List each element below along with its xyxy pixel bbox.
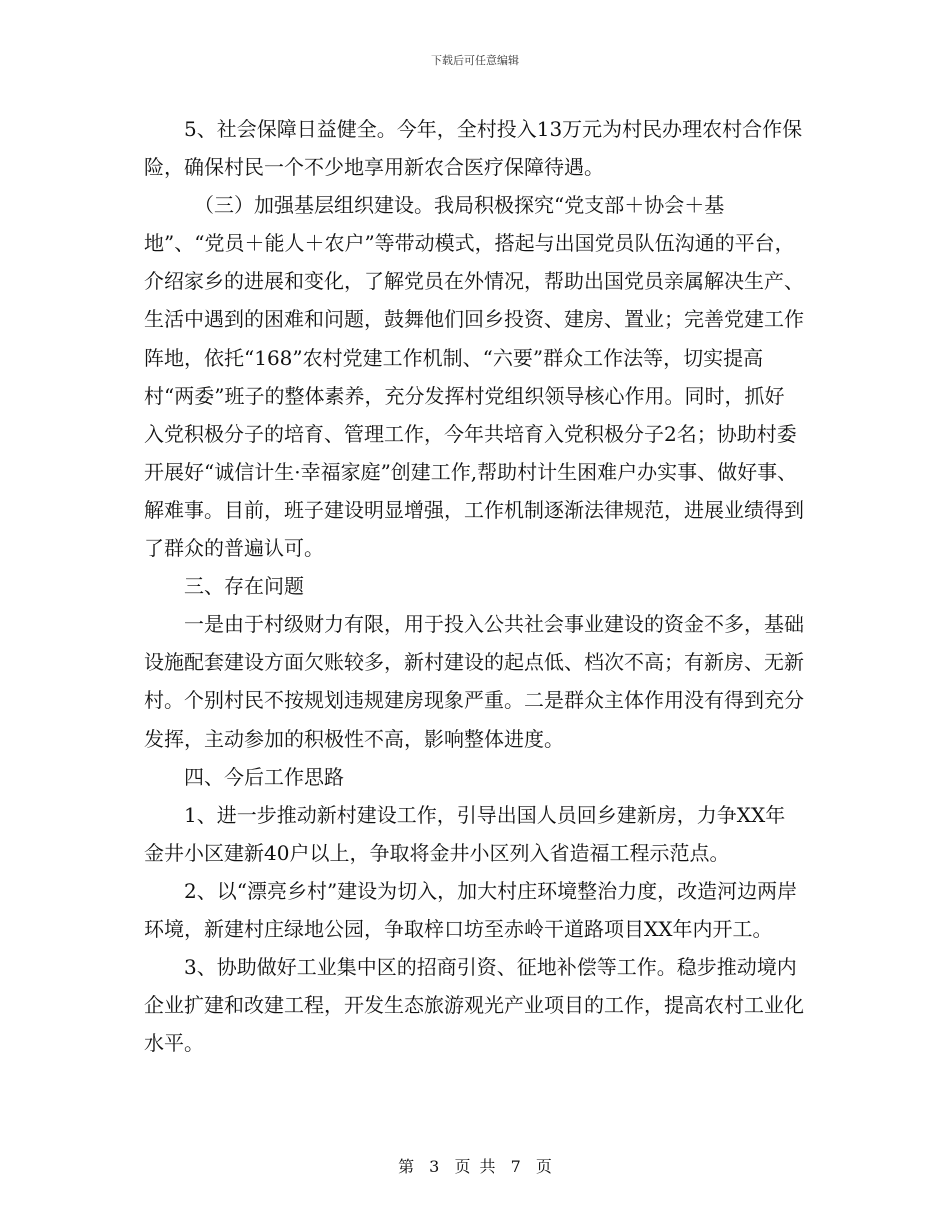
paragraph-social-security: 5、社会保障日益健全。今年，全村投入13万元为村民办理农村合作保险，确保村民一个不少地享用新农合医疗保障待遇。 — [144, 117, 803, 180]
section-heading-problems: 三、存在问题 — [184, 574, 304, 599]
footer-page-number: 3 — [429, 1157, 440, 1176]
document-body — [144, 110, 804, 1062]
paragraph-grassroots-organization: （三）加强基层组织建设。我局积极探究“党支部＋协会＋基地”、“党员＋能人＋农户”等带动模式，搭起与出国党员队伍沟通的平台，介绍家乡的进展和变化，了解党员在外情况，帮助出国党员亲属解决生产、生活中遇到的困难和问题，鼓舞他们回乡投资、建房、置业；完善党建工作阵地，依托“168”农村党建工作机制、“六要”群众工作法等，切实提高村“两委”班子的整体素养，充分发挥村党组织领导核心作用。同时，抓好入党积极分子的培育、管理工作，今年共培育入党积极分子2名；协助村委开展好“诚信计生·幸福家庭”创建工作,帮助村计生困难户办实事、做好事、解难事。目前，班子建设明显增强，工作机制逐渐法律规范，进展业绩得到了群众的普遍认可。 — [144, 193, 804, 561]
footer-prefix: 第 — [398, 1157, 415, 1176]
paragraph-plan-3: 3、协助做好工业集中区的招商引资、征地补偿等工作。稳步推动境内企业扩建和改建工程，开发生态旅游观光产业项目的工作，提高农村工业化水平。 — [144, 955, 804, 1056]
paragraph-plan-1: 1、进一步推动新村建设工作，引导出国人员回乡建新房，力争XX年金井小区建新40户以上，争取将金井小区列入省造福工程示范点。 — [144, 802, 786, 865]
page-header: 下载后可任意编辑 — [431, 54, 519, 67]
page-footer — [0, 1154, 950, 1177]
section-heading-future-plans: 四、今后工作思路 — [184, 764, 344, 789]
footer-middle: 页 共 — [454, 1157, 496, 1176]
footer-suffix: 页 — [535, 1157, 552, 1176]
paragraph-plan-2: 2、以“漂亮乡村”建设为切入，加大村庄环境整治力度，改造河边两岸环境，新建村庄绿地公园，争取梓口坊至赤岭干道路项目XX年内开工。 — [144, 878, 798, 941]
paragraph-problems: 一是由于村级财力有限，用于投入公共社会事业建设的资金不多，基础设施配套建设方面欠账较多，新村建设的起点低、档次不高；有新房、无新村。个别村民不按规划违规建房现象严重。二是群众主体作用没有得到充分发挥，主动参加的积极性不高，影响整体进度。 — [144, 612, 804, 751]
footer-total-pages: 7 — [510, 1157, 521, 1176]
